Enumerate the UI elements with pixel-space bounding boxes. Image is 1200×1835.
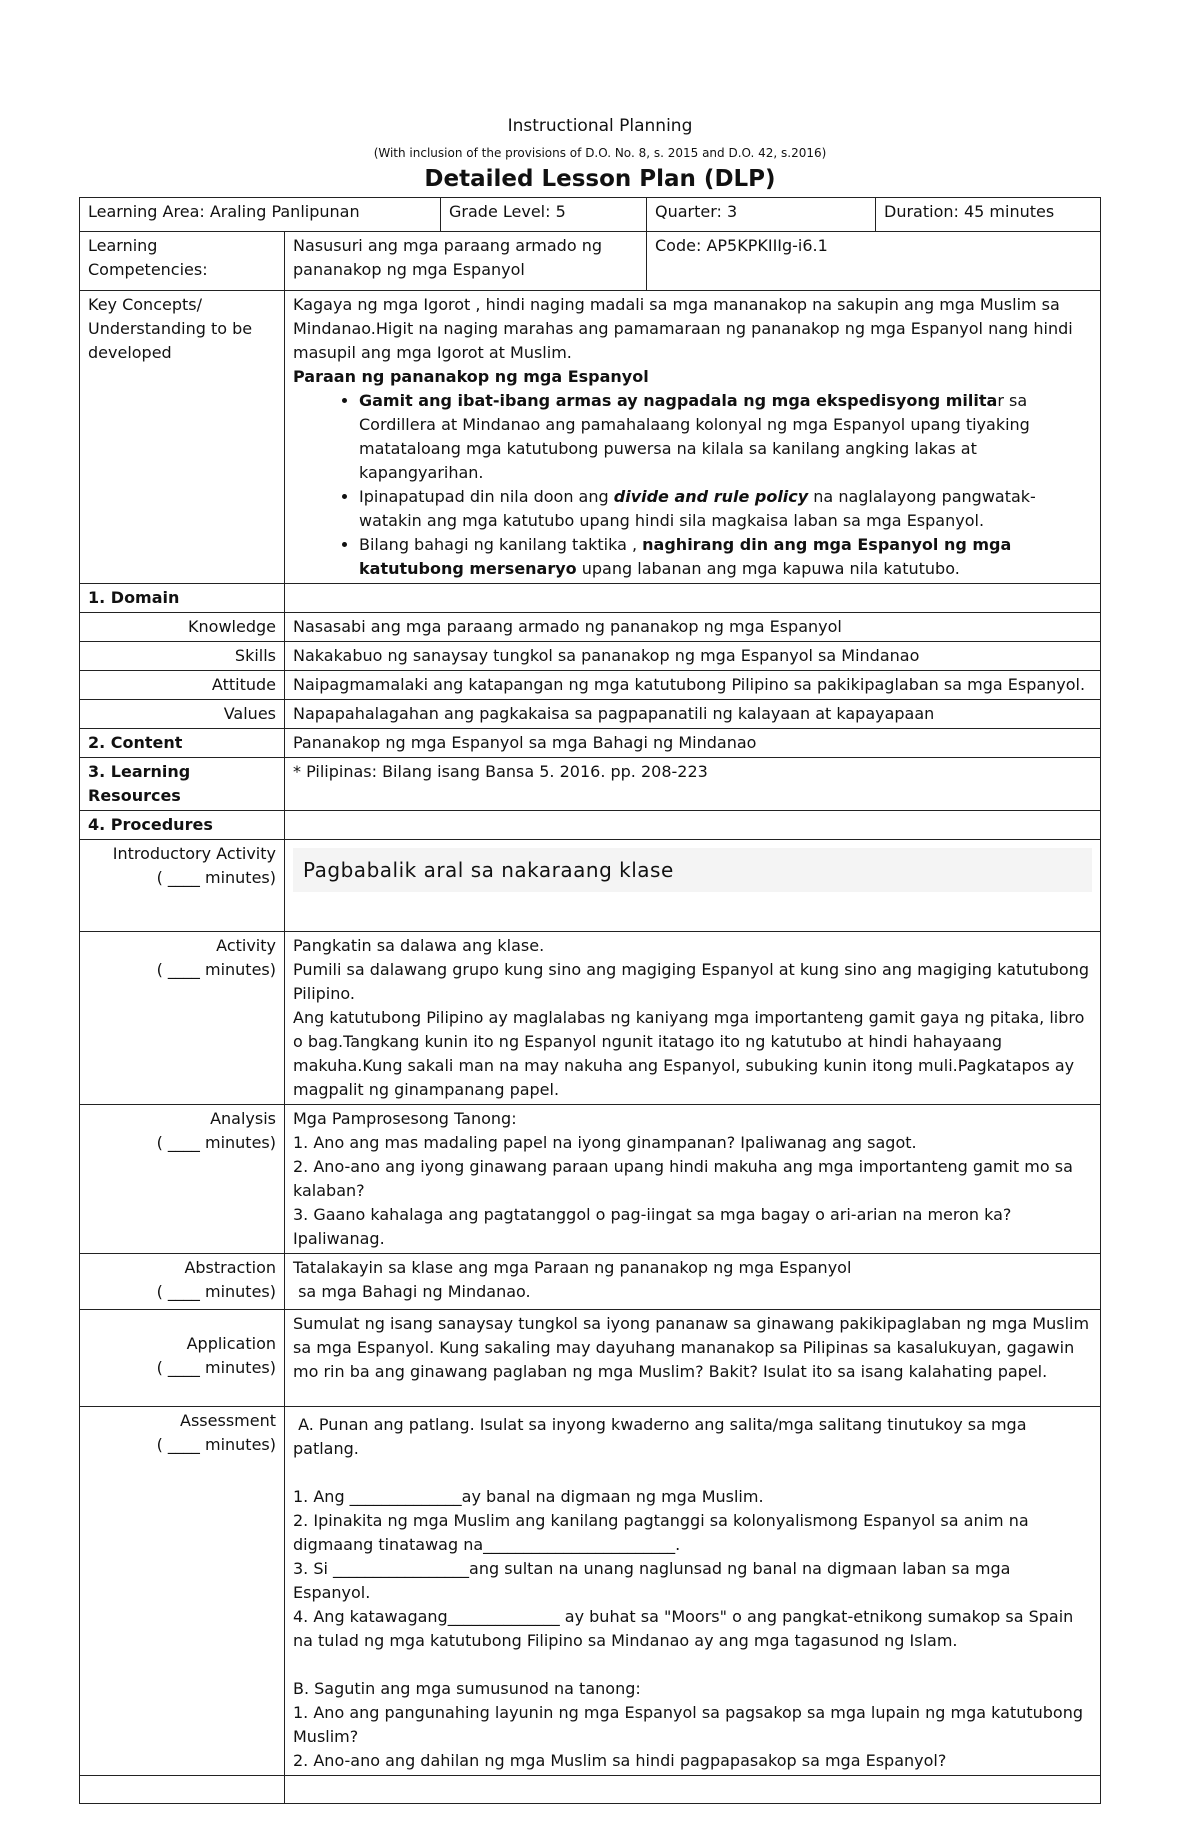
activity-line: Pangkatin sa dalawa ang klase. [293, 936, 545, 955]
bullet-text: upang labanan ang mga kapuwa nila katutubo. [576, 559, 960, 578]
bullet-text: Ipinapatupad din nila doon ang [359, 487, 614, 506]
knowledge-value: Nasasabi ang mga paraang armado ng pananakop ng mga Espanyol [285, 613, 1101, 642]
content-row [80, 729, 1101, 758]
competency-label: Learning Competencies: [80, 232, 285, 291]
abstraction-value [285, 1254, 1101, 1310]
key-concepts-row [80, 291, 1101, 584]
spacer [293, 1653, 1092, 1677]
analysis-label: Analysis [210, 1109, 276, 1128]
empty-cell [80, 1776, 285, 1804]
competency-row [80, 232, 1101, 291]
attitude-value: Naipagmamalaki ang katapangan ng mga katutubong Pilipino sa pakikipaglaban sa mga Espanyol. [285, 671, 1101, 700]
key-concepts-content [285, 291, 1101, 584]
skills-row [80, 642, 1101, 671]
empty-row [80, 1776, 1101, 1804]
assessment-label-cell [80, 1407, 285, 1776]
domain-row [80, 584, 1101, 613]
intro-value-cell [285, 840, 1101, 932]
dlp-table [79, 197, 1101, 1804]
intro-row [80, 840, 1101, 932]
minutes-field: ( ____ minutes) [156, 1282, 276, 1301]
bullet-text: Bilang bahagi ng kanilang taktika , [359, 535, 643, 554]
bullet-text: r sa Cordillera at Mindanao ang pamahalaang kolonyal ng mga Espanyol upang tiyaking matataloang mga katutubong puwersa na kilala sa kanilang angking lakas at kapangyarihan. [359, 391, 1030, 482]
resources-value: * Pilipinas: Bilang isang Bansa 5. 2016. pp. 208-223 [285, 758, 1101, 811]
competency-value: Nasusuri ang mga paraang armado ng pananakop ng mga Espanyol [285, 232, 647, 291]
analysis-line: Mga Pamprosesong Tanong: [293, 1109, 517, 1128]
activity-value [285, 932, 1101, 1105]
assessment-item: 3. Si _________________ang sultan na unang naglunsad ng banal na digmaan laban sa mga Espanyol. [293, 1559, 1011, 1602]
resources-row [80, 758, 1101, 811]
analysis-line: 2. Ano-ano ang iyong ginawang paraan upang hindi makuha ang mga importanteng gamit mo sa kalaban? [293, 1157, 1073, 1200]
minutes-field: ( ____ minutes) [156, 1358, 276, 1377]
key-concepts-intro: Kagaya ng mga Igorot , hindi naging madali sa mga mananakop na sakupin ang mga Muslim sa Mindanao.Higit na naging marahas ang pamamaraan ng pananakop ng mga Espanyol nang hindi masupil ang mga Igorot at Muslim. [293, 295, 1073, 362]
header-provisions: (With inclusion of the provisions of D.O. No. 8, s. 2015 and D.O. 42, s.2016) [373, 146, 827, 160]
abstraction-line: Tatalakayin sa klase ang mga Paraan ng pananakop ng mga Espanyol [293, 1258, 852, 1277]
minutes-field: ( ____ minutes) [156, 960, 276, 979]
assessment-part-a: A. Punan ang patlang. Isulat sa inyong kwaderno ang salita/mga salitang tinutukoy sa mga patlang. [293, 1415, 1032, 1458]
skills-value: Nakakabuo ng sanaysay tungkol sa pananakop ng mga Espanyol sa Mindanao [285, 642, 1101, 671]
assessment-row [80, 1407, 1101, 1776]
abstraction-label-cell [80, 1254, 285, 1310]
content-label: 2. Content [80, 729, 285, 758]
abstraction-line: sa mga Bahagi ng Mindanao. [293, 1282, 531, 1301]
assessment-value [285, 1407, 1101, 1776]
procedures-label: 4. Procedures [80, 811, 285, 840]
empty-cell [285, 584, 1101, 613]
analysis-row [80, 1105, 1101, 1254]
empty-cell [285, 1776, 1101, 1804]
duration: Duration: 45 minutes [876, 198, 1101, 232]
intro-value: Pagbabalik aral sa nakaraang klase [293, 848, 1092, 892]
assessment-item: 2. Ano-ano ang dahilan ng mga Muslim sa hindi pagpapasakop sa mga Espanyol? [293, 1751, 947, 1770]
application-label: Application [186, 1334, 276, 1353]
competency-code: Code: AP5KPKIIIg-i6.1 [647, 232, 1101, 291]
assessment-part-b: B. Sagutin ang mga sumusunod na tanong: [293, 1679, 641, 1698]
analysis-label-cell [80, 1105, 285, 1254]
bullet-text: na naglalayong pangwatak-watakin ang mga katutubo upang hindi sila magkaisa laban sa mga Espanyol. [359, 487, 1036, 530]
quarter: Quarter: 3 [647, 198, 876, 232]
minutes-field: ( ____ minutes) [156, 1133, 276, 1152]
resources-label: 3. Learning Resources [80, 758, 285, 811]
attitude-label: Attitude [80, 671, 285, 700]
learning-area: Learning Area: Araling Panlipunan [80, 198, 441, 232]
analysis-line: 3. Gaano kahalaga ang pagtatanggol o pag-iingat sa mga bagay o ari-arian na meron ka? Ipaliwanag. [293, 1205, 1012, 1248]
assessment-item: 1. Ano ang pangunahing layunin ng mga Espanyol sa pagsakop sa mga lupain ng mga katutubong Muslim? [293, 1703, 1083, 1746]
bullet-bold-text: Gamit ang ibat-ibang armas ay nagpadala ng mga ekspedisyong milita [359, 391, 998, 410]
attitude-row [80, 671, 1101, 700]
grade-level: Grade Level: 5 [441, 198, 647, 232]
key-concepts-subheading: Paraan ng pananakop ng mga Espanyol [293, 367, 649, 386]
knowledge-label: Knowledge [80, 613, 285, 642]
assessment-label: Assessment [180, 1411, 276, 1430]
assessment-item: 1. Ang ______________ay banal na digmaan ng mga Muslim. [293, 1487, 764, 1506]
assessment-item: 4. Ang katawagang______________ ay buhat sa "Moors" o ang pangkat-etnikong sumakop sa Spain na tulad ng mga katutubong Filipino sa Mindanao ay ang mga tagasunod ng Islam. [293, 1607, 1074, 1650]
activity-row [80, 932, 1101, 1105]
abstraction-label: Abstraction [184, 1258, 276, 1277]
activity-line: Pumili sa dalawang grupo kung sino ang magiging Espanyol at kung sino ang magiging katutubong Pilipino. [293, 960, 1090, 1003]
spacer [293, 1461, 1092, 1485]
application-value: Sumulat ng isang sanaysay tungkol sa iyong pananaw sa ginawang pakikipaglaban ng mga Muslim sa mga Espanyol. Kung sakaling may dayuhang mananakop sa Pilipinas sa kasalukuyan, gagawin mo rin ba ang ginawang paglaban ng mga Muslim? Bakit? Isulat ito sa isang kalahating papel. [285, 1310, 1101, 1407]
activity-label-cell [80, 932, 285, 1105]
values-value: Napapahalagahan ang pagkakaisa sa pagpapanatili ng kalayaan at kapayapaan [285, 700, 1101, 729]
values-row [80, 700, 1101, 729]
minutes-field: ( ____ minutes) [156, 1435, 276, 1454]
abstraction-row [80, 1254, 1101, 1310]
info-row [80, 198, 1101, 232]
intro-label-cell [80, 840, 285, 932]
list-item [359, 485, 1092, 533]
activity-line: Ang katutubong Pilipino ay maglalabas ng kaniyang mga importanteng gamit gaya ng pitaka, libro o bag.Tangkang kunin ito ng Espanyol ngunit itatago ito ng katutubo at hindi hahayaang makuha.Kung sakali man na may nakuha ang Espanyol, subuking kunin itong muli.Pagkatapos ay magpalit ng ginampanang papel. [293, 1008, 1085, 1099]
content-value: Pananakop ng mga Espanyol sa mga Bahagi ng Mindanao [285, 729, 1101, 758]
application-label-cell [80, 1310, 285, 1407]
list-item [359, 533, 1092, 581]
values-label: Values [80, 700, 285, 729]
bullet-emphasis-text: divide and rule policy [613, 487, 809, 506]
analysis-value [285, 1105, 1101, 1254]
analysis-line: 1. Ano ang mas madaling papel na iyong ginampanan? Ipaliwanag ang sagot. [293, 1133, 917, 1152]
header-instructional-planning: Instructional Planning [507, 116, 693, 136]
intro-label: Introductory Activity [112, 844, 276, 863]
key-concepts-label: Key Concepts/ Understanding to be developed [80, 291, 285, 584]
application-row [80, 1310, 1101, 1407]
empty-cell [285, 811, 1101, 840]
key-concepts-list [293, 389, 1092, 581]
procedures-row [80, 811, 1101, 840]
skills-label: Skills [80, 642, 285, 671]
bullet-bold-text: naghirang din ang mga Espanyol ng mga katutubong mersenaryo [359, 535, 1012, 578]
activity-label: Activity [216, 936, 276, 955]
assessment-item: 2. Ipinakita ng mga Muslim ang kanilang pagtanggi sa kolonyalismong Espanyol sa anim na digmaang tinatawag na________________________. [293, 1511, 1029, 1554]
list-item [359, 389, 1092, 485]
domain-label: 1. Domain [80, 584, 285, 613]
knowledge-row [80, 613, 1101, 642]
minutes-field: ( ____ minutes) [156, 868, 276, 887]
page-title: Detailed Lesson Plan (DLP) [424, 166, 776, 192]
